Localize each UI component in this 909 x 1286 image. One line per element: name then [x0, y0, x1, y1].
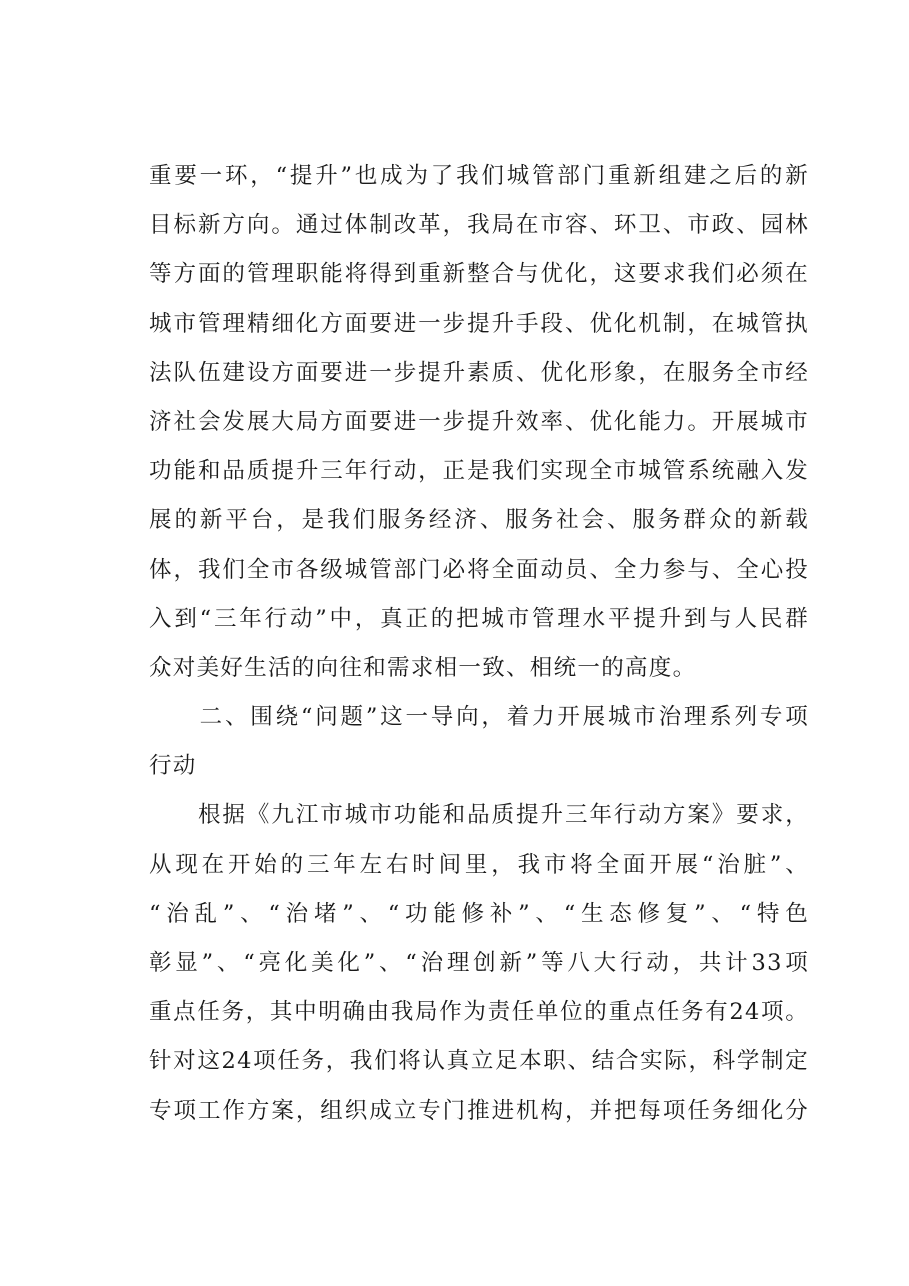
text-line: 济社会发展大局方面要进一步提升效率、优化能力。开展城市 — [149, 408, 809, 435]
text-line: 根据《九江市城市功能和品质提升三年行动方案》要求， — [149, 802, 809, 829]
text-line: 专项工作方案，组织成立专门推进机构，并把每项任务细化分 — [149, 1097, 809, 1124]
body-text — [149, 152, 809, 1136]
text-line: 针对这24项任务，我们将认真立足本职、结合实际，科学制定 — [149, 1048, 809, 1075]
text-line: 从现在开始的三年左右时间里，我市将全面开展“治脏”、 — [149, 851, 809, 878]
text-line: 重要一环，“提升”也成为了我们城管部门重新组建之后的新 — [149, 163, 809, 189]
text-line: 重点任务，其中明确由我局作为责任单位的重点任务有24项。 — [149, 999, 809, 1026]
text-line: “治乱”、“治堵”、“功能修补”、“生态修复”、“特色 — [149, 900, 809, 927]
section-heading: 行动 — [149, 753, 197, 780]
text-line: 众对美好生活的向往和需求相一致、相统一的高度。 — [149, 654, 697, 681]
text-line: 入到“三年行动”中，真正的把城市管理水平提升到与人民群 — [149, 605, 809, 632]
text-line: 目标新方向。通过体制改革，我局在市容、环卫、市政、园林 — [149, 212, 809, 239]
section-heading: 二、围绕“问题”这一导向，着力开展城市治理系列专项 — [149, 704, 809, 731]
text-line: 功能和品质提升三年行动，正是我们实现全市城管系统融入发 — [149, 458, 809, 485]
text-line: 法队伍建设方面要进一步提升素质、优化形象，在服务全市经 — [149, 359, 809, 386]
text-line: 体，我们全市各级城管部门必将全面动员、全力参与、全心投 — [149, 556, 809, 583]
text-line: 展的新平台，是我们服务经济、服务社会、服务群众的新载 — [149, 507, 809, 534]
text-line: 彰显”、“亮化美化”、“治理创新”等八大行动，共计33项 — [149, 950, 809, 976]
text-line: 等方面的管理职能将得到重新整合与优化，这要求我们必须在 — [149, 261, 809, 288]
text-line: 城市管理精细化方面要进一步提升手段、优化机制，在城管执 — [149, 310, 809, 337]
